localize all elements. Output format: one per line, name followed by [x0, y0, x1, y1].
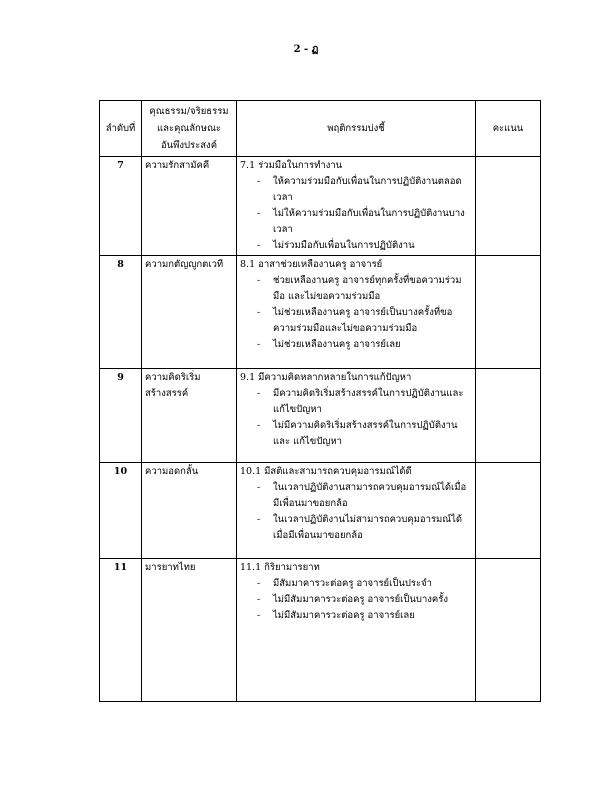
- row-indicator: [237, 256, 476, 369]
- header-virtue-line: คุณธรรม/จริยธรรม: [149, 106, 229, 117]
- row-score-cell[interactable]: [476, 369, 541, 463]
- table-header-row: [100, 101, 541, 157]
- indicator-item-text: ช่วยเหลืองานครู อาจารย์ทุกครั้งที่ขอความร่วมมือ และไม่ขอความร่วมมือ: [273, 275, 462, 302]
- header-virtue-line: และคุณลักษณะ: [157, 123, 221, 134]
- row-virtue: ความคิดริเริ่มสร้างสรรค์: [142, 369, 237, 463]
- header-number: ลำดับที่: [100, 101, 142, 157]
- row-indicator: [237, 369, 476, 463]
- indicator-item: - ไม่ร่วมมือกับเพื่อนในการปฏิบัติงาน: [257, 240, 415, 251]
- row-virtue: ความอดกลั้น: [142, 463, 237, 559]
- indicator-title: 9.1 มีความคิดหลากหลายในการแก้ปัญหา: [240, 372, 412, 383]
- indicator-title: 7.1 ร่วมมือในการทำงาน: [240, 160, 343, 171]
- row-virtue: มารยาทไทย: [142, 559, 237, 702]
- indicator-item: - ไม่มีสัมมาคารวะต่อครู อาจารย์เป็นบางครั้ง: [257, 594, 449, 605]
- indicator-item: - ในเวลาปฏิบัติงานสามารถควบคุมอารมณ์ได้เมื่อมีเพื่อนมาขอยกล้อ: [257, 482, 467, 509]
- header-indicator: พฤติกรรมบ่งชี้: [237, 101, 476, 157]
- row-score-cell[interactable]: [476, 463, 541, 559]
- indicator-item-text: ไม่ช่วยเหลืองานครู อาจารย์เลย: [273, 339, 401, 350]
- header-score: คะแนน: [476, 101, 541, 157]
- table-row: [100, 369, 541, 463]
- table-row: [100, 157, 541, 256]
- indicator-item: - มีความคิดริเริ่มสร้างสรรค์ในการปฏิบัติงานและแก้ไขปัญหา: [257, 388, 464, 415]
- row-indicator: [237, 463, 476, 559]
- row-number: 7: [100, 157, 142, 256]
- indicator-item-text: มีความคิดริเริ่มสร้างสรรค์ในการปฏิบัติงานและแก้ไขปัญหา: [273, 388, 464, 415]
- indicator-item: - ไม่มีสัมมาคารวะต่อครู อาจารย์เลย: [257, 610, 415, 621]
- row-number: 8: [100, 256, 142, 369]
- table-row: [100, 559, 541, 702]
- indicator-item: - ไม่ช่วยเหลืองานครู อาจารย์เลย: [257, 339, 401, 350]
- indicator-item-text: ไม่ให้ความร่วมมือกับเพื่อนในการปฏิบัติงานบางเวลา: [273, 208, 465, 235]
- indicator-item: - ในเวลาปฏิบัติงานไม่สามารถควบคุมอารมณ์ได้เมื่อมีเพื่อนมาขอยกล้อ: [257, 514, 463, 541]
- indicator-item-text: ไม่มีสัมมาคารวะต่อครู อาจารย์เลย: [273, 610, 415, 621]
- row-indicator: [237, 157, 476, 256]
- indicator-title: 11.1 กิริยามารยาท: [240, 562, 320, 573]
- row-virtue: ความกตัญญูกตเวที: [142, 256, 237, 369]
- indicator-item-text: ไม่ช่วยเหลืองานครู อาจารย์เป็นบางครั้งที่ขอความร่วมมือและไม่ขอความร่วมมือ: [273, 307, 453, 334]
- header-virtue-line: อันพึงประสงค์: [160, 140, 218, 151]
- row-virtue: ความรักสามัคคี: [142, 157, 237, 256]
- indicator-item-text: ไม่มีความคิดริเริ่มสร้างสรรค์ในการปฏิบัติงานและ แก้ไขปัญหา: [273, 420, 458, 447]
- indicator-item-text: ไม่มีสัมมาคารวะต่อครู อาจารย์เป็นบางครั้ง: [273, 594, 449, 605]
- table-row: [100, 256, 541, 369]
- indicator-title: 10.1 มีสติและสามารถควบคุมอารมณ์ได้ดี: [240, 466, 412, 477]
- row-number: 11: [100, 559, 142, 702]
- behavior-rubric-table: [99, 100, 541, 702]
- header-virtue: [142, 101, 237, 157]
- row-score-cell[interactable]: [476, 559, 541, 702]
- indicator-item: - ช่วยเหลืองานครู อาจารย์ทุกครั้งที่ขอความร่วมมือ และไม่ขอความร่วมมือ: [257, 275, 462, 302]
- indicator-item-text: ในเวลาปฏิบัติงานสามารถควบคุมอารมณ์ได้เมื่อมีเพื่อนมาขอยกล้อ: [273, 482, 467, 509]
- indicator-item: - ให้ความร่วมมือกับเพื่อนในการปฏิบัติงานตลอดเวลา: [257, 176, 462, 203]
- row-indicator: [237, 559, 476, 702]
- indicator-item: - ไม่มีความคิดริเริ่มสร้างสรรค์ในการปฏิบัติงานและ แก้ไขปัญหา: [257, 420, 458, 447]
- indicator-item: - ไม่ช่วยเหลืองานครู อาจารย์เป็นบางครั้งที่ขอความร่วมมือและไม่ขอความร่วมมือ: [257, 307, 453, 334]
- row-number: 10: [100, 463, 142, 559]
- indicator-item-text: ในเวลาปฏิบัติงานไม่สามารถควบคุมอารมณ์ได้เมื่อมีเพื่อนมาขอยกล้อ: [273, 514, 463, 541]
- indicator-title: 8.1 อาสาช่วยเหลืองานครู อาจารย์: [240, 259, 383, 270]
- page-number: 2 - ฏ: [293, 44, 319, 55]
- row-number: 9: [100, 369, 142, 463]
- row-score-cell[interactable]: [476, 256, 541, 369]
- table-row: [100, 463, 541, 559]
- indicator-item-text: ไม่ร่วมมือกับเพื่อนในการปฏิบัติงาน: [273, 240, 415, 251]
- row-score-cell[interactable]: [476, 157, 541, 256]
- indicator-item: - มีสัมมาคารวะต่อครู อาจารย์เป็นประจำ: [257, 578, 433, 589]
- indicator-item: - ไม่ให้ความร่วมมือกับเพื่อนในการปฏิบัติงานบางเวลา: [257, 208, 465, 235]
- indicator-item-text: ให้ความร่วมมือกับเพื่อนในการปฏิบัติงานตลอดเวลา: [273, 176, 462, 203]
- indicator-item-text: มีสัมมาคารวะต่อครู อาจารย์เป็นประจำ: [273, 578, 433, 589]
